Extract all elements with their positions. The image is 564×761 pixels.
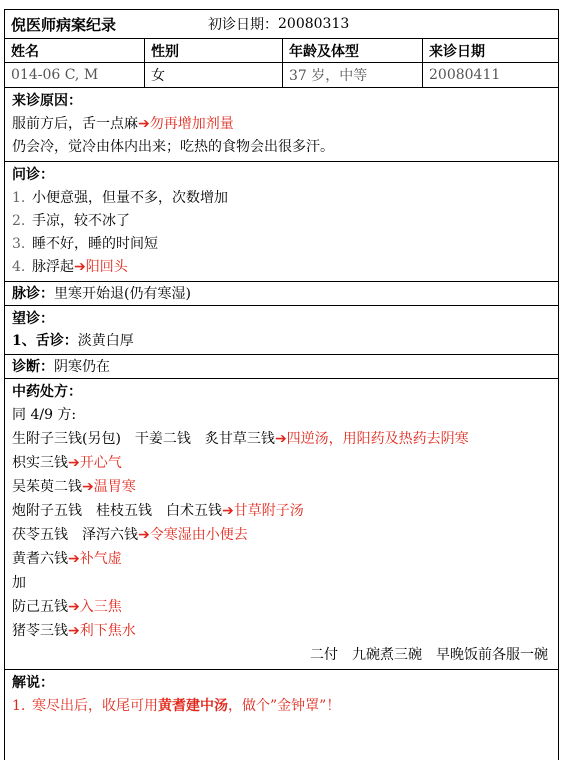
herb-note: 补气虚	[79, 551, 122, 567]
dosage-instructions: 二付 九碗煮三碗 早晚饭前各服一碗	[310, 647, 548, 663]
prescription-title: 中药处方：	[12, 384, 82, 400]
reason-section	[5, 88, 558, 162]
explanation-line	[12, 695, 340, 717]
reason-line-1-note: 勿再增加剂量	[149, 116, 234, 132]
arrow-icon: ➔	[138, 116, 150, 132]
patient-age-build: 37 岁，中等	[283, 63, 423, 87]
diagnosis-section	[5, 355, 558, 379]
inquiry-item	[12, 187, 228, 209]
reason-title: 来诊原因：	[12, 93, 82, 109]
header-name: 姓名	[5, 39, 145, 62]
explanation-formula-name: 黄耆建中汤	[158, 698, 228, 714]
reason-line-1-text: 服前方后，舌一点麻	[12, 116, 138, 132]
herb-note: 温胃寒	[93, 479, 136, 495]
arrow-icon: ➔	[68, 599, 80, 615]
herb-note: 利下焦水	[79, 623, 136, 639]
inquiry-item-text: 脉浮起	[32, 259, 74, 275]
arrow-icon: ➔	[274, 431, 287, 447]
prescription-line	[12, 548, 122, 570]
prescription-section	[5, 379, 558, 670]
arrow-icon: ➔	[74, 259, 86, 275]
prescription-line	[12, 452, 122, 474]
prescription-line	[12, 500, 304, 522]
inquiry-item-note: 阳回头	[85, 259, 128, 275]
arrow-icon: ➔	[68, 623, 80, 639]
explanation-title: 解说：	[12, 675, 54, 691]
pulse-section	[5, 282, 558, 306]
herb-text: 黄耆六钱	[12, 551, 68, 567]
herb-text: 生附子三钱(另包) 干姜二钱 炙甘草三钱	[12, 431, 275, 447]
inquiry-item-number: 4.	[12, 259, 26, 275]
header-gender: 性别	[145, 39, 283, 62]
inquiry-item	[12, 233, 158, 255]
tongue-diagnosis-label: 1、舌诊：	[12, 333, 78, 349]
prescription-line	[12, 596, 122, 618]
inquiry-item-number: 2.	[12, 213, 26, 229]
inquiry-item-number: 1.	[12, 190, 26, 206]
inquiry-title: 问诊：	[12, 167, 54, 183]
patient-id: 014-06 C, M	[5, 63, 145, 87]
herb-text: 猪苓三钱	[12, 623, 68, 639]
arrow-icon: ➔	[68, 551, 80, 567]
prescription-line	[12, 428, 469, 450]
header-row	[5, 10, 558, 39]
tongue-diagnosis-line	[12, 330, 134, 352]
inspection-section	[5, 306, 558, 355]
arrow-icon: ➔	[222, 503, 234, 519]
prescription-line	[12, 404, 76, 426]
tongue-diagnosis-text: 淡黄白厚	[77, 333, 134, 349]
info-table-header	[5, 39, 558, 63]
diagnosis-line	[12, 356, 110, 378]
inquiry-item	[12, 256, 128, 278]
explanation-number: 1.	[12, 698, 26, 714]
pulse-text: 里寒开始退(仍有寒湿)	[54, 286, 191, 302]
first-visit-date: 20080313	[278, 16, 350, 32]
herb-text: 枳实三钱	[12, 455, 68, 471]
prescription-line	[12, 572, 26, 594]
record-title: 倪医师病案纪录	[11, 15, 117, 34]
explanation-text-a: 寒尽出后，收尾可用	[32, 698, 158, 714]
herb-note: 入三焦	[79, 599, 122, 615]
info-table-values	[5, 63, 558, 88]
prescription-line	[12, 476, 136, 498]
diagnosis-text: 阴寒仍在	[54, 359, 110, 375]
header-visit-date: 来诊日期	[429, 43, 485, 60]
inquiry-item-text: 睡不好，睡的时间短	[32, 236, 158, 252]
herb-note: 开心气	[79, 455, 122, 471]
prescription-line	[12, 620, 136, 642]
first-visit-label: 初诊日期：	[208, 17, 279, 33]
arrow-icon: ➔	[68, 455, 80, 471]
medical-record-page	[4, 9, 559, 760]
reason-line-1	[12, 113, 234, 135]
pulse-label: 脉诊：	[12, 286, 54, 302]
inquiry-item-number: 3.	[12, 236, 26, 252]
herb-note: 令寒湿由小便去	[149, 527, 248, 543]
herb-note: 甘草附子汤	[233, 503, 304, 519]
herb-text: 同 4/9 方:	[12, 407, 77, 423]
visit-date: 20080411	[429, 67, 501, 83]
patient-gender: 女	[145, 63, 283, 87]
herb-text: 炮附子五钱 桂枝五钱 白术五钱	[12, 503, 222, 519]
reason-line-2: 仍会冷，觉冷由体内出来；吃热的食物会出很多汗。	[12, 139, 334, 155]
prescription-line	[12, 524, 248, 546]
header-age-build: 年龄及体型	[283, 39, 423, 62]
inquiry-item-text: 小便意强，但量不多，次数增加	[32, 190, 228, 206]
herb-text: 吴茱萸二钱	[12, 479, 82, 495]
inquiry-item	[12, 210, 130, 232]
inspection-title: 望诊：	[12, 311, 54, 327]
herb-text: 加	[12, 575, 26, 591]
inquiry-section	[5, 162, 558, 282]
herb-text: 茯苓五钱 泽泻六钱	[12, 527, 138, 543]
pulse-line	[12, 283, 191, 305]
explanation-section	[5, 670, 558, 761]
explanation-text-b: ，做个”金钟罩”！	[228, 698, 341, 714]
diagnosis-label: 诊断：	[12, 359, 54, 375]
arrow-icon: ➔	[138, 527, 150, 543]
herb-note: 四逆汤，用阳药及热药去阴寒	[286, 431, 469, 447]
inquiry-item-text: 手凉，较不冰了	[32, 213, 130, 229]
arrow-icon: ➔	[82, 479, 94, 495]
herb-text: 防己五钱	[12, 599, 68, 615]
